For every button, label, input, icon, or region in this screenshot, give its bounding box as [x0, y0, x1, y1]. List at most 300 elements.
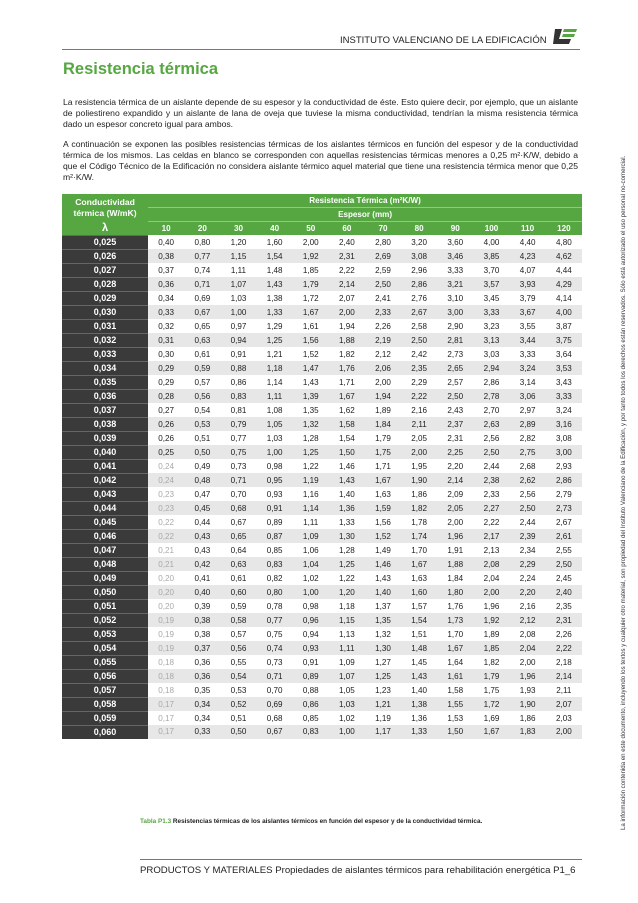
resistance-cell: 2,86 — [401, 277, 437, 291]
resistance-cell: 2,67 — [546, 515, 582, 529]
resistance-cell: 1,96 — [437, 529, 473, 543]
conductivity-value: 0,057 — [62, 683, 148, 697]
thermal-resistance-table — [62, 194, 582, 739]
resistance-cell: 0,69 — [184, 291, 220, 305]
resistance-cell: 0,75 — [220, 445, 256, 459]
resistance-cell: 2,76 — [401, 291, 437, 305]
resistance-cell: 1,19 — [365, 711, 401, 725]
resistance-cell: 1,43 — [293, 375, 329, 389]
resistance-cell: 1,79 — [365, 431, 401, 445]
copyright-text: La información contenida en este documento, incluyendo los textos y cualquier otro material, son propiedad del Instituto Valenciano de la Edificación, y por tanto todos los derechos están reservados. Sólo está autorizado el uso personal no-comercial. — [620, 155, 627, 830]
resistance-cell: 3,10 — [437, 291, 473, 305]
conductivity-value: 0,056 — [62, 669, 148, 683]
footer-divider — [140, 859, 582, 860]
resistance-cell: 1,54 — [401, 613, 437, 627]
table-row — [62, 627, 582, 641]
table-row — [62, 263, 582, 277]
table-row — [62, 319, 582, 333]
resistance-cell: 1,52 — [365, 529, 401, 543]
resistance-cell: 0,44 — [184, 515, 220, 529]
conductivity-value: 0,039 — [62, 431, 148, 445]
resistance-cell: 1,11 — [293, 515, 329, 529]
resistance-cell: 2,19 — [365, 333, 401, 347]
resistance-cell: 2,13 — [473, 543, 509, 557]
resistance-cell: 0,73 — [220, 459, 256, 473]
conductivity-value: 0,036 — [62, 389, 148, 403]
resistance-cell: 1,23 — [365, 683, 401, 697]
resistance-cell: 1,14 — [257, 375, 293, 389]
resistance-cell: 0,57 — [220, 627, 256, 641]
resistance-cell: 2,50 — [365, 277, 401, 291]
resistance-cell: 0,59 — [220, 599, 256, 613]
resistance-cell: 0,22 — [148, 515, 184, 529]
resistance-cell: 3,64 — [546, 347, 582, 361]
resistance-cell: 0,88 — [220, 361, 256, 375]
table-row — [62, 389, 582, 403]
resistance-cell: 2,63 — [473, 417, 509, 431]
conductivity-value: 0,034 — [62, 361, 148, 375]
thickness-column-header: 40 — [257, 222, 293, 236]
resistance-cell: 2,67 — [401, 305, 437, 319]
conductivity-value: 0,040 — [62, 445, 148, 459]
resistance-cell: 1,00 — [220, 305, 256, 319]
table-row — [62, 417, 582, 431]
resistance-cell: 2,56 — [473, 431, 509, 445]
resistance-cell: 3,55 — [510, 319, 546, 333]
resistance-cell: 0,17 — [148, 725, 184, 739]
resistance-cell: 1,76 — [437, 599, 473, 613]
resistance-cell: 3,14 — [510, 375, 546, 389]
resistance-cell: 0,83 — [220, 389, 256, 403]
resistance-cell: 4,23 — [510, 249, 546, 263]
resistance-cell: 1,51 — [401, 627, 437, 641]
resistance-cell: 1,84 — [365, 417, 401, 431]
resistance-cell: 3,24 — [546, 403, 582, 417]
resistance-cell: 2,00 — [510, 655, 546, 669]
resistance-cell: 1,06 — [293, 543, 329, 557]
resistance-cell: 0,53 — [184, 417, 220, 431]
table-row — [62, 529, 582, 543]
resistance-cell: 1,62 — [329, 403, 365, 417]
table-row — [62, 487, 582, 501]
resistance-cell: 0,83 — [257, 557, 293, 571]
resistance-cell: 1,30 — [329, 529, 365, 543]
resistance-cell: 0,41 — [184, 571, 220, 585]
resistance-cell: 0,65 — [184, 319, 220, 333]
resistance-cell: 1,53 — [437, 711, 473, 725]
resistance-cell: 2,00 — [401, 445, 437, 459]
resistance-cell: 2,00 — [473, 585, 509, 599]
resistance-cell: 2,12 — [510, 613, 546, 627]
resistance-cell: 1,83 — [510, 725, 546, 739]
resistance-cell: 1,43 — [365, 571, 401, 585]
resistance-cell: 1,74 — [401, 529, 437, 543]
conductivity-value: 0,060 — [62, 725, 148, 739]
resistance-cell: 1,14 — [293, 501, 329, 515]
resistance-cell: 0,33 — [184, 725, 220, 739]
resistance-cell: 0,22 — [148, 529, 184, 543]
table-row — [62, 361, 582, 375]
resistance-cell: 4,00 — [473, 235, 509, 249]
resistance-cell: 0,29 — [148, 361, 184, 375]
conductivity-value: 0,058 — [62, 697, 148, 711]
conductivity-value: 0,048 — [62, 557, 148, 571]
resistance-cell: 3,67 — [510, 305, 546, 319]
resistance-cell: 1,63 — [401, 571, 437, 585]
resistance-cell: 2,31 — [437, 431, 473, 445]
resistance-cell: 2,40 — [329, 235, 365, 249]
resistance-cell: 1,90 — [401, 473, 437, 487]
resistance-cell: 0,80 — [257, 585, 293, 599]
resistance-cell: 3,44 — [510, 333, 546, 347]
resistance-cell: 0,38 — [148, 249, 184, 263]
resistance-cell: 1,27 — [365, 655, 401, 669]
resistance-cell: 1,33 — [401, 725, 437, 739]
resistance-cell: 0,50 — [220, 725, 256, 739]
resistance-cell: 1,48 — [401, 641, 437, 655]
resistance-cell: 0,56 — [184, 389, 220, 403]
resistance-cell: 0,40 — [148, 235, 184, 249]
resistance-cell: 0,51 — [220, 711, 256, 725]
conductivity-value: 0,029 — [62, 291, 148, 305]
conductivity-value: 0,030 — [62, 305, 148, 319]
table-row — [62, 249, 582, 263]
resistance-cell: 4,00 — [546, 305, 582, 319]
resistance-cell: 1,18 — [329, 599, 365, 613]
conductivity-value: 0,027 — [62, 263, 148, 277]
thickness-column-header: 10 — [148, 222, 184, 236]
resistance-cell: 2,89 — [510, 417, 546, 431]
resistance-cell: 2,14 — [437, 473, 473, 487]
resistance-cell: 0,33 — [148, 305, 184, 319]
resistance-cell: 1,05 — [329, 683, 365, 697]
conductivity-value: 0,038 — [62, 417, 148, 431]
resistance-cell: 1,40 — [365, 585, 401, 599]
resistance-cell: 3,00 — [546, 445, 582, 459]
resistance-cell: 0,18 — [148, 683, 184, 697]
resistance-cell: 0,88 — [293, 683, 329, 697]
resistance-cell: 0,20 — [148, 585, 184, 599]
table-row — [62, 655, 582, 669]
conductivity-value: 0,033 — [62, 347, 148, 361]
resistance-cell: 0,58 — [220, 613, 256, 627]
conductivity-value: 0,046 — [62, 529, 148, 543]
resistance-cell: 0,37 — [184, 641, 220, 655]
resistance-cell: 0,98 — [293, 599, 329, 613]
resistance-cell: 1,22 — [293, 459, 329, 473]
resistance-cell: 0,94 — [293, 627, 329, 641]
resistance-cell: 2,50 — [473, 445, 509, 459]
resistance-cell: 2,14 — [546, 669, 582, 683]
resistance-cell: 0,54 — [184, 403, 220, 417]
resistance-cell: 2,50 — [401, 333, 437, 347]
caption-label: Tabla P1.3 — [140, 818, 172, 825]
resistance-cell: 3,24 — [510, 361, 546, 375]
resistance-cell: 0,63 — [184, 333, 220, 347]
resistance-cell: 2,17 — [473, 529, 509, 543]
resistance-cell: 1,82 — [401, 501, 437, 515]
resistance-cell: 3,87 — [546, 319, 582, 333]
resistance-cell: 1,63 — [365, 487, 401, 501]
resistance-cell: 1,43 — [329, 473, 365, 487]
conductivity-value: 0,026 — [62, 249, 148, 263]
resistance-cell: 2,25 — [437, 445, 473, 459]
resistance-cell: 1,15 — [220, 249, 256, 263]
resistance-cell: 2,69 — [365, 249, 401, 263]
resistance-cell: 2,24 — [510, 571, 546, 585]
resistance-cell: 2,00 — [329, 305, 365, 319]
table-row — [62, 641, 582, 655]
resistance-cell: 1,29 — [257, 319, 293, 333]
resistance-cell: 0,75 — [257, 627, 293, 641]
resistance-cell: 1,54 — [257, 249, 293, 263]
resistance-cell: 3,75 — [546, 333, 582, 347]
resistance-cell: 1,20 — [220, 235, 256, 249]
resistance-cell: 0,36 — [148, 277, 184, 291]
table-row — [62, 347, 582, 361]
table-row — [62, 571, 582, 585]
resistance-cell: 1,70 — [401, 543, 437, 557]
resistance-cell: 0,38 — [184, 613, 220, 627]
resistance-cell: 0,63 — [220, 557, 256, 571]
resistance-cell: 2,70 — [473, 403, 509, 417]
resistance-cell: 0,94 — [220, 333, 256, 347]
table-row — [62, 375, 582, 389]
resistance-cell: 1,61 — [293, 319, 329, 333]
resistance-cell: 3,23 — [473, 319, 509, 333]
resistance-cell: 2,96 — [401, 263, 437, 277]
resistance-cell: 2,35 — [401, 361, 437, 375]
resistance-cell: 1,25 — [257, 333, 293, 347]
resistance-cell: 0,55 — [220, 655, 256, 669]
table-row — [62, 613, 582, 627]
resistance-cell: 1,36 — [329, 501, 365, 515]
table-row — [62, 473, 582, 487]
resistance-cell: 2,08 — [510, 627, 546, 641]
resistance-cell: 1,00 — [293, 585, 329, 599]
resistance-cell: 3,08 — [401, 249, 437, 263]
resistance-cell: 1,82 — [329, 347, 365, 361]
resistance-cell: 0,70 — [220, 487, 256, 501]
resistance-cell: 2,00 — [293, 235, 329, 249]
resistance-cell: 1,75 — [473, 683, 509, 697]
resistance-cell: 1,93 — [510, 683, 546, 697]
resistance-cell: 1,89 — [365, 403, 401, 417]
resistance-cell: 0,28 — [148, 389, 184, 403]
resistance-cell: 0,26 — [148, 431, 184, 445]
resistance-cell: 1,47 — [293, 361, 329, 375]
resistance-cell: 2,09 — [437, 487, 473, 501]
resistance-cell: 0,56 — [220, 641, 256, 655]
resistance-cell: 1,95 — [401, 459, 437, 473]
resistance-cell: 2,03 — [546, 711, 582, 725]
resistance-cell: 2,65 — [437, 361, 473, 375]
resistance-cell: 0,81 — [220, 403, 256, 417]
caption-text: Resistencias térmicas de los aislantes térmicos en función del espesor y de la conductividad térmica. — [172, 818, 483, 825]
resistance-cell: 0,91 — [220, 347, 256, 361]
resistance-cell: 1,11 — [220, 263, 256, 277]
header-organization: INSTITUTO VALENCIANO DE LA EDIFICACIÓN — [340, 35, 547, 46]
resistance-cell: 0,20 — [148, 571, 184, 585]
resistance-cell: 0,51 — [184, 431, 220, 445]
resistance-cell: 1,50 — [329, 445, 365, 459]
resistance-cell: 1,89 — [473, 627, 509, 641]
thickness-column-header: 60 — [329, 222, 365, 236]
resistance-cell: 1,20 — [329, 585, 365, 599]
thickness-column-header: 70 — [365, 222, 401, 236]
conductivity-value: 0,032 — [62, 333, 148, 347]
resistance-cell: 1,04 — [293, 557, 329, 571]
table-row — [62, 543, 582, 557]
resistance-cell: 0,68 — [257, 711, 293, 725]
resistance-cell: 1,60 — [257, 235, 293, 249]
conductivity-value: 0,043 — [62, 487, 148, 501]
thickness-column-header: 100 — [473, 222, 509, 236]
resistance-cell: 1,07 — [329, 669, 365, 683]
resistance-cell: 2,86 — [546, 473, 582, 487]
resistance-cell: 0,73 — [257, 655, 293, 669]
resistance-cell: 0,19 — [148, 627, 184, 641]
resistance-cell: 1,86 — [510, 711, 546, 725]
resistance-cell: 2,08 — [473, 557, 509, 571]
resistance-cell: 2,40 — [546, 585, 582, 599]
resistance-cell: 2,44 — [473, 459, 509, 473]
resistance-cell: 1,25 — [365, 669, 401, 683]
conductivity-value: 0,035 — [62, 375, 148, 389]
resistance-cell: 0,77 — [257, 613, 293, 627]
resistance-cell: 1,05 — [257, 417, 293, 431]
resistance-cell: 1,35 — [293, 403, 329, 417]
resistance-cell: 3,06 — [510, 389, 546, 403]
resistance-cell: 0,38 — [184, 627, 220, 641]
resistance-cell: 0,21 — [148, 543, 184, 557]
resistance-cell: 0,82 — [257, 571, 293, 585]
table-row — [62, 683, 582, 697]
resistance-cell: 2,50 — [437, 389, 473, 403]
resistance-cell: 1,56 — [365, 515, 401, 529]
resistance-cell: 0,42 — [184, 557, 220, 571]
resistance-cell: 0,43 — [184, 529, 220, 543]
resistance-cell: 0,65 — [220, 529, 256, 543]
table-row — [62, 515, 582, 529]
resistance-cell: 1,09 — [293, 529, 329, 543]
thickness-column-header: 30 — [220, 222, 256, 236]
resistance-cell: 0,86 — [220, 375, 256, 389]
conductivity-value: 0,050 — [62, 585, 148, 599]
resistance-cell: 2,27 — [473, 501, 509, 515]
conductivity-value: 0,042 — [62, 473, 148, 487]
resistance-cell: 1,70 — [437, 627, 473, 641]
resistance-cell: 2,61 — [546, 529, 582, 543]
resistance-cell: 0,74 — [184, 263, 220, 277]
resistance-cell: 0,96 — [293, 613, 329, 627]
resistance-cell: 1,38 — [401, 697, 437, 711]
resistance-cell: 4,07 — [510, 263, 546, 277]
resistance-cell: 1,46 — [365, 557, 401, 571]
resistance-cell: 0,91 — [293, 655, 329, 669]
resistance-cell: 0,71 — [184, 277, 220, 291]
explanation-paragraph: A continuación se exponen las posibles resistencias térmicas de los aislantes térmicos en función del espesor y de la conductividad térmica de los mismos. Las celdas en blanco se corresponden con aquellas resistencias térmicas menores a 0,25 m²·K/W, debido a que el Código Técnico de la Edificación no considera aislante térmico aquel material que tiene una resistencia térmica menor que 0,25 m²·K/W. — [63, 139, 578, 182]
resistance-cell: 1,94 — [365, 389, 401, 403]
resistance-cell: 1,45 — [401, 655, 437, 669]
resistance-cell: 1,67 — [293, 305, 329, 319]
table-row — [62, 459, 582, 473]
resistance-cell: 2,22 — [546, 641, 582, 655]
resistance-cell: 0,26 — [148, 417, 184, 431]
resistance-cell: 0,59 — [184, 361, 220, 375]
resistance-cell: 0,61 — [184, 347, 220, 361]
resistance-cell: 0,71 — [220, 473, 256, 487]
resistance-cell: 1,72 — [293, 291, 329, 305]
resistance-cell: 2,79 — [546, 487, 582, 501]
table-row — [62, 403, 582, 417]
resistance-cell: 0,36 — [184, 655, 220, 669]
resistance-cell: 3,57 — [473, 277, 509, 291]
resistance-cell: 2,62 — [510, 473, 546, 487]
resistance-cell: 1,30 — [365, 641, 401, 655]
resistance-cell: 2,81 — [437, 333, 473, 347]
resistance-cell: 2,90 — [437, 319, 473, 333]
resistance-cell: 3,20 — [401, 235, 437, 249]
resistance-cell: 1,60 — [401, 585, 437, 599]
resistance-cell: 1,17 — [365, 725, 401, 739]
resistance-cell: 2,20 — [510, 585, 546, 599]
resistance-cell: 0,85 — [293, 711, 329, 725]
resistance-cell: 0,87 — [257, 529, 293, 543]
resistance-cell: 2,80 — [365, 235, 401, 249]
resistance-cell: 1,58 — [437, 683, 473, 697]
resistance-cell: 2,33 — [365, 305, 401, 319]
table-row — [62, 333, 582, 347]
resistance-cell: 1,02 — [329, 711, 365, 725]
resistance-cell: 1,11 — [329, 641, 365, 655]
resistance-cell: 1,21 — [365, 697, 401, 711]
resistance-cell: 0,64 — [220, 543, 256, 557]
resistance-cell: 0,40 — [184, 585, 220, 599]
resistance-cell: 4,29 — [546, 277, 582, 291]
resistance-cell: 0,91 — [257, 501, 293, 515]
resistance-cell: 2,04 — [510, 641, 546, 655]
resistance-cell: 2,45 — [546, 571, 582, 585]
table-row — [62, 305, 582, 319]
resistance-cell: 1,50 — [437, 725, 473, 739]
resistance-cell: 0,80 — [184, 235, 220, 249]
resistance-cell: 4,40 — [510, 235, 546, 249]
resistance-cell: 1,39 — [293, 389, 329, 403]
resistance-cell: 1,56 — [293, 333, 329, 347]
resistance-cell: 2,18 — [546, 655, 582, 669]
resistance-cell: 4,44 — [546, 263, 582, 277]
resistance-cell: 1,48 — [257, 263, 293, 277]
thickness-column-header: 50 — [293, 222, 329, 236]
conductivity-value: 0,028 — [62, 277, 148, 291]
resistance-cell: 0,21 — [148, 557, 184, 571]
conductivity-value: 0,037 — [62, 403, 148, 417]
resistance-cell: 1,76 — [329, 361, 365, 375]
conductivity-value: 0,049 — [62, 571, 148, 585]
resistance-cell: 1,25 — [329, 557, 365, 571]
resistance-cell: 2,33 — [473, 487, 509, 501]
resistance-cell: 2,39 — [510, 529, 546, 543]
resistance-cell: 2,97 — [510, 403, 546, 417]
table-caption — [140, 818, 482, 825]
resistance-cell: 1,46 — [329, 459, 365, 473]
resistance-cell: 0,69 — [257, 697, 293, 711]
resistance-cell: 1,19 — [293, 473, 329, 487]
resistance-cell: 0,74 — [257, 641, 293, 655]
resistance-cell: 1,86 — [401, 487, 437, 501]
table-row — [62, 599, 582, 613]
